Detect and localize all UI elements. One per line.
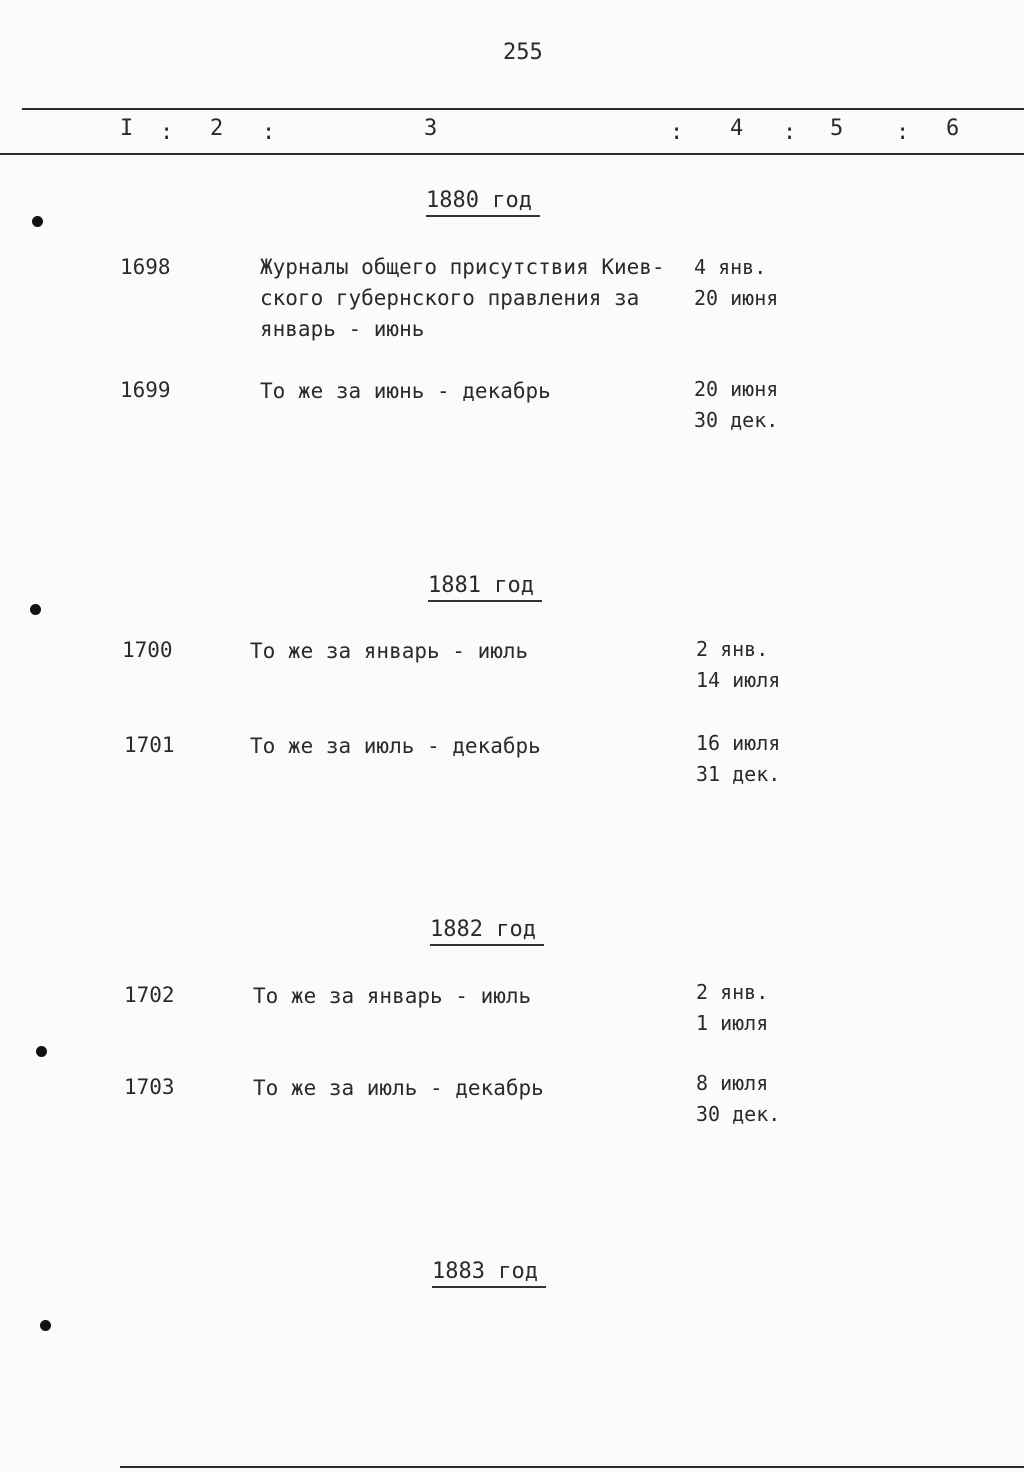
- record-number: 1698: [120, 255, 171, 279]
- record-title: [260, 252, 680, 345]
- column-header-1: I: [120, 116, 134, 141]
- start-date: 2 янв.: [696, 980, 769, 1004]
- title-line: То же за июль - декабрь: [250, 734, 541, 758]
- punch-hole: [30, 604, 41, 615]
- column-separator: :: [670, 120, 684, 145]
- record-title: [253, 1073, 673, 1104]
- column-separator: :: [896, 120, 910, 145]
- title-line: Журналы общего присутствия Киев-: [260, 255, 665, 279]
- record-dates: [694, 374, 778, 436]
- record-number: 1699: [120, 378, 171, 402]
- end-date: 14 июля: [696, 668, 781, 692]
- column-header-2: 2: [210, 116, 224, 141]
- record-dates: [696, 728, 780, 790]
- column-separator: :: [262, 120, 276, 145]
- column-header-3: 3: [424, 116, 438, 141]
- column-header-5: 5: [830, 116, 844, 141]
- record-title: [250, 636, 670, 667]
- footer-rule: [120, 1466, 1024, 1468]
- header-rule-top: [22, 108, 1024, 110]
- header-rule-bottom: [0, 153, 1024, 155]
- record-dates: [696, 634, 780, 696]
- end-date: 30 дек.: [696, 1102, 781, 1126]
- punch-hole: [40, 1320, 51, 1331]
- record-dates: [696, 977, 768, 1039]
- column-separator: :: [160, 120, 174, 145]
- column-header-4: 4: [730, 116, 744, 141]
- start-date: 16 июля: [696, 731, 781, 755]
- column-header-6: 6: [946, 116, 960, 141]
- start-date: 4 янв.: [694, 255, 767, 279]
- title-line: январь - июнь: [260, 317, 425, 341]
- title-line: То же за январь - июль: [253, 984, 532, 1008]
- start-date: 2 янв.: [696, 637, 769, 661]
- end-date: 20 июня: [694, 286, 779, 310]
- column-separator: :: [783, 120, 797, 145]
- record-number: 1701: [124, 733, 175, 757]
- punch-hole: [36, 1046, 47, 1057]
- title-line: То же за июль - декабрь: [253, 1076, 544, 1100]
- title-line: То же за январь - июль: [250, 639, 529, 663]
- end-date: 1 июля: [696, 1011, 769, 1035]
- record-dates: [694, 252, 778, 314]
- title-line: ского губернского правления за: [260, 286, 640, 310]
- end-date: 30 дек.: [694, 408, 779, 432]
- end-date: 31 дек.: [696, 762, 781, 786]
- record-title: [253, 981, 673, 1012]
- title-line: То же за июнь - декабрь: [260, 379, 551, 403]
- punch-hole: [32, 216, 43, 227]
- record-number: 1703: [124, 1075, 175, 1099]
- record-title: [260, 376, 680, 407]
- start-date: 20 июня: [694, 377, 779, 401]
- record-number: 1702: [124, 983, 175, 1007]
- start-date: 8 июля: [696, 1071, 769, 1095]
- year-heading: 1881 год: [428, 573, 542, 602]
- year-heading: 1882 год: [430, 917, 544, 946]
- page-number: 255: [503, 40, 543, 65]
- record-title: [250, 731, 670, 762]
- year-heading: 1880 год: [426, 188, 540, 217]
- record-number: 1700: [122, 638, 173, 662]
- record-dates: [696, 1068, 780, 1130]
- year-heading: 1883 год: [432, 1259, 546, 1288]
